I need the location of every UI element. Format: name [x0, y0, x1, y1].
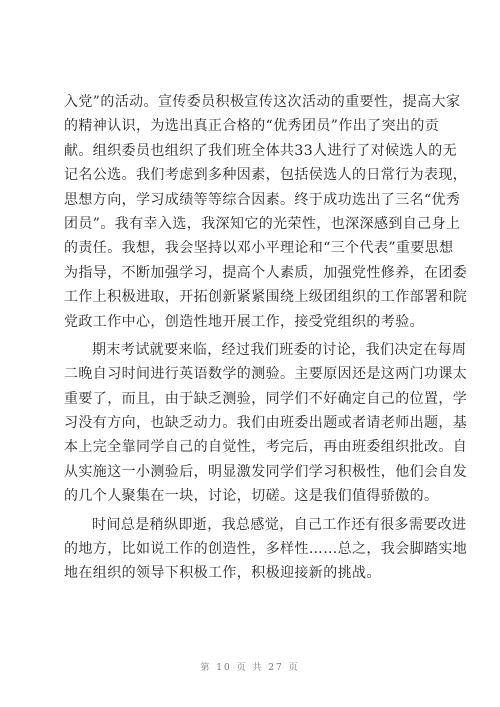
text-line: 团员”。我有幸入选，我深知它的光荣性，也深深感到自己身上 [64, 215, 461, 232]
text-line: 的几个人聚集在一块，讨论，切磋。这是我们值得骄傲的。 [64, 488, 439, 505]
text-line: 时间总是稍纵即逝，我总感觉，自己工作还有很多需要改进 [92, 516, 467, 533]
text-line: 为指导，不断加强学习，提高个人素质，加强党性修养，在团委 [64, 264, 468, 281]
paragraph-1 [64, 90, 468, 334]
text-line: 的责任。我想，我会坚持以邓小平理论和“三个代表”重要思想 [64, 240, 454, 257]
text-line: 党政工作中心，创造性地开展工作，接受党组织的考验。 [64, 313, 424, 330]
page-number-footer: 第 10 页 共 27 页 [200, 663, 300, 673]
text-line: 思想方向，学习成绩等等综合因素。终于成功选出了三名“优秀 [64, 191, 461, 208]
text-line: 重要了，而且，由于缺乏测验，同学们不好确定自己的位置，学 [64, 390, 468, 407]
text-line: 工作上积极进取，开拓创新紧紧围绕上级团组织的工作部署和院 [64, 289, 468, 306]
text-line: 地在组织的领导下积极工作，积极迎接新的挑战。 [64, 565, 381, 582]
text-line: 献。组织委员也组织了我们班全体共33人进行了对候选人的无 [64, 142, 458, 159]
text-line: 本上完全靠同学自己的自觉性，考完后，再由班委组织批改。自 [64, 439, 468, 456]
text-line: 入党”的活动。宣传委员积极宣传这次活动的重要性，提高大家 [64, 94, 461, 110]
text-line: 二晚自习时间进行英语数学的测验。主要原因还是这两门功课太 [64, 366, 468, 383]
paragraph-3 [64, 513, 468, 586]
document-body [64, 90, 468, 586]
text-line: 的精神认识，为选出真正合格的“优秀团员”作出了突出的贡 [64, 118, 440, 135]
text-line: 的地方，比如说工作的创造性，多样性……总之，我会脚踏实地 [64, 541, 468, 558]
text-line: 从实施这一小测验后，明显激发同学们学习积极性，他们会自发 [64, 463, 468, 480]
text-line: 记名公选。我们考虑到多种因素，包括侯选人的日常行为表现， [64, 167, 468, 184]
text-line: 习没有方向，也缺乏动力。我们由班委出题或者请老师出题，基 [64, 415, 468, 432]
paragraph-2 [64, 338, 468, 509]
text-line: 期末考试就要来临，经过我们班委的讨论，我们决定在每周 [92, 341, 467, 358]
